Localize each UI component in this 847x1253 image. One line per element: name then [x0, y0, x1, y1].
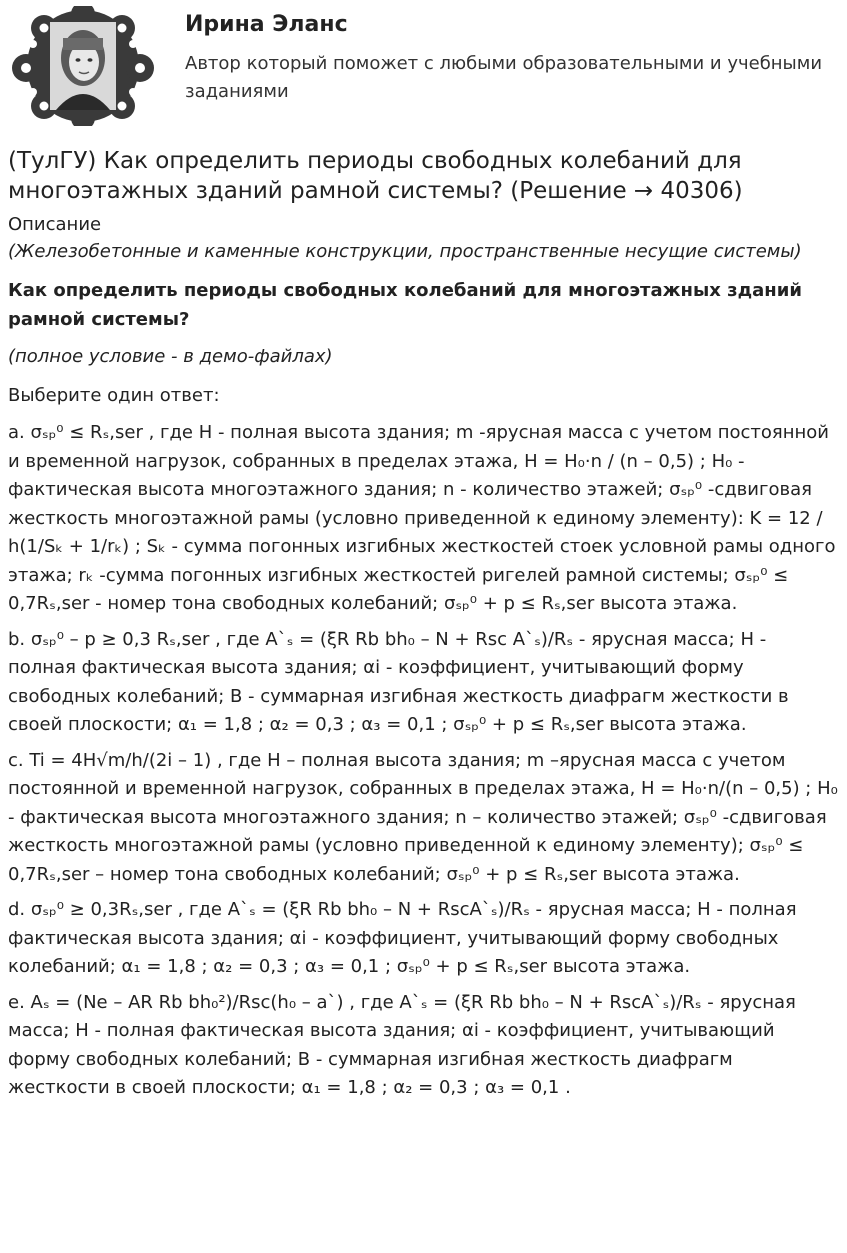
description-text: (Железобетонные и каменные конструкции, пространственные несущие системы) — [8, 241, 802, 262]
question-note: (полное условие - в демо-файлах) — [8, 346, 333, 367]
answer-option-a[interactable]: a. σₛₚ⁰ ≤ Rₛ,ser , где H - полная высота здания; m -ярусная масса с учетом постоянной и временной нагрузок, собранных в пределах этажа, H = H₀·n / (n – 0,5) ; H₀ - фактическая высота многоэтажного здания; n - количество этажей; σₛₚ⁰ -сдвиговая жесткость многоэтажной рамы (условно приведенной к единому элементу): K = 12 / h(1/Sₖ + 1/rₖ) ; Sₖ - сумма погонных изгибных жесткостей стоек условной рамы одного этажа; rₖ -сумма погонных изгибных жесткостей ригелей рамной системы; σₛₚ⁰ ≤ 0,7Rₛ,ser - номер тона свободных колебаний; σₛₚ⁰ + p ≤ Rₛ,ser высота этажа. — [8, 422, 836, 614]
question-text: Как определить периоды свободных колебаний для многоэтажных зданий рамной системы? — [8, 280, 802, 330]
answer-option-b[interactable]: b. σₛₚ⁰ – p ≥ 0,3 Rₛ,ser , где A`ₛ = (ξR Rb bh₀ – N + Rsc A`ₛ)/Rₛ - ярусная масса; H - полная фактическая высота здания; αi - коэффициент, учитывающий форму свободных колебаний; B - суммарная изгибная жесткость диафрагм жесткости в своей плоскости; α₁ = 1,8 ; α₂ = 0,3 ; α₃ = 0,1 ; σₛₚ⁰ + p ≤ Rₛ,ser высота этажа. — [8, 628, 789, 735]
author-name[interactable]: Ирина Эланс — [185, 12, 348, 37]
answer-prompt: Выберите один ответ: — [8, 385, 220, 406]
main-content — [8, 146, 838, 1103]
page-title: (ТулГУ) Как определить периоды свободных колебаний для многоэтажных зданий рамной системы? (Решение → 40306) — [8, 148, 743, 204]
author-description: Автор который поможет с любыми образовательными и учебными заданиями — [185, 53, 823, 102]
answer-option-c[interactable]: c. Ti = 4H√m/h/(2i – 1) , где H – полная высота здания; m –ярусная масса с учетом постоянной и временной нагрузок, собранных в пределах этажа, H = H₀·n/(n – 0,5) ; H₀ - фактическая высота многоэтажного здания; n – количество этажей; σₛₚ⁰ -сдвиговая жесткость многоэтажной рамы (условно приведенной к единому элементу); σₛₚ⁰ ≤ 0,7Rₛ,ser – номер тона свободных колебаний; σₛₚ⁰ + p ≤ Rₛ,ser высота этажа. — [8, 749, 838, 885]
author-header — [0, 0, 847, 130]
description-label: Описание — [8, 214, 102, 235]
avatar[interactable] — [8, 6, 158, 126]
avatar-frame-icon — [8, 6, 158, 126]
answer-option-e[interactable]: e. Aₛ = (Ne – AR Rb bh₀²)/Rsc(h₀ – a`) , где A`ₛ = (ξR Rb bh₀ – N + RscA`ₛ)/Rₛ - ярусная масса; H - полная фактическая высота здания; αi - коэффициент, учитывающий форму свободных колебаний; B - суммарная изгибная жесткость диафрагм жесткости в своей плоскости; α₁ = 1,8 ; α₂ = 0,3 ; α₃ = 0,1 . — [8, 991, 796, 1098]
answer-option-d[interactable]: d. σₛₚ⁰ ≥ 0,3Rₛ,ser , где A`ₛ = (ξR Rb bh₀ – N + RscA`ₛ)/Rₛ - ярусная масса; H - полная фактическая высота здания; αi - коэффициент, учитывающий форму свободных колебаний; α₁ = 1,8 ; α₂ = 0,3 ; α₃ = 0,1 ; σₛₚ⁰ + p ≤ Rₛ,ser высота этажа. — [8, 899, 797, 977]
